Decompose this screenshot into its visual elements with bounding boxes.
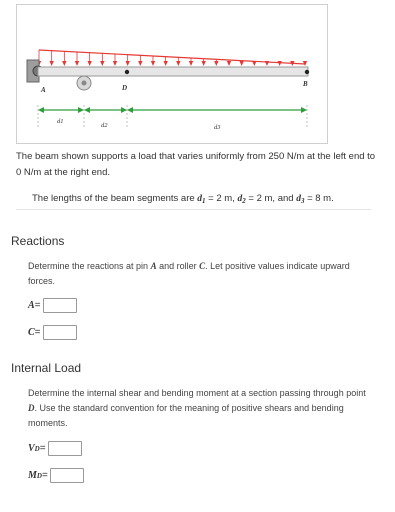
shear-vd-input[interactable]: [48, 441, 82, 456]
roller-c-symbol: C: [199, 261, 206, 271]
moment-md-field: [28, 468, 84, 483]
point-d-symbol: D: [28, 403, 35, 413]
dim-arrow-d3-left: [127, 107, 133, 113]
d3-subscript: 3: [300, 197, 305, 205]
d3-value: = 8 m.: [304, 193, 334, 204]
roller-c-hub: [82, 81, 87, 86]
reaction-c-field: [28, 325, 77, 340]
point-b: [305, 70, 309, 74]
load-arrow-head: [176, 61, 180, 66]
reaction-c-input[interactable]: [43, 325, 77, 340]
dim-label-d1: d1: [57, 118, 64, 125]
load-arrow-head: [201, 61, 205, 66]
reactions-instructions: [28, 259, 368, 289]
dim-arrow-d2-left: [84, 107, 90, 113]
load-arrow-head: [113, 61, 117, 66]
load-arrow-head: [227, 61, 231, 66]
divider: [16, 209, 371, 210]
problem-lengths-text: [16, 191, 376, 209]
d1-symbol: d: [197, 194, 203, 204]
reaction-c-eq: =: [34, 327, 41, 338]
reactions-text-c: . Let positive values indicate upward forces.: [28, 261, 350, 286]
d3-symbol: d: [296, 194, 301, 204]
dim-label-d3: d3: [214, 124, 221, 131]
load-arrow-head: [239, 61, 243, 66]
problem-statement: [16, 149, 376, 209]
reactions-text-b: and roller: [156, 261, 200, 271]
reactions-text-a: Determine the reactions at pin: [28, 261, 151, 271]
label-b: B: [303, 80, 308, 88]
internal-text-b: . Use the standard convention for the meaning of positive shears and bending moments.: [28, 403, 344, 428]
beam: [38, 67, 308, 76]
load-arrow-head: [214, 61, 218, 66]
load-top-line: [39, 50, 305, 64]
reaction-a-eq: =: [34, 300, 41, 311]
dim-arrow-d2-right: [121, 107, 127, 113]
beam-figure: [16, 4, 328, 144]
load-arrow-head: [163, 61, 167, 66]
reaction-c-label: C: [28, 327, 35, 338]
d2-subscript: 2: [242, 197, 246, 205]
dim-arrow-d1-left: [38, 107, 44, 113]
shear-vd-eq: =: [39, 443, 46, 454]
load-arrow-head: [87, 61, 91, 66]
dim-arrow-d1-right: [78, 107, 84, 113]
load-arrow-head: [49, 61, 53, 66]
load-arrow-head: [100, 61, 104, 66]
lengths-prefix: The lengths of the beam segments are: [32, 193, 195, 204]
d2-symbol: d: [237, 194, 243, 204]
pin-a-symbol: A: [150, 261, 157, 271]
load-arrow-head: [138, 61, 142, 66]
problem-load-text: The beam shown supports a load that varies uniformly from 250 N/m at the left end to 0 N/m at the right end.: [16, 151, 376, 178]
shear-vd-label: V: [28, 443, 35, 454]
moment-md-input[interactable]: [50, 468, 84, 483]
point-d: [125, 70, 129, 74]
internal-load-instructions: [28, 386, 368, 431]
load-arrow-head: [277, 61, 281, 66]
shear-vd-subscript: D: [34, 444, 40, 453]
reaction-a-field: [28, 298, 77, 313]
dim-label-d2: d2: [101, 122, 108, 129]
load-arrow-head: [75, 61, 79, 66]
reactions-title: Reactions: [11, 234, 65, 248]
label-d: D: [122, 84, 128, 92]
reaction-a-label: A: [28, 300, 35, 311]
internal-text-a: Determine the internal shear and bending moment at a section passing through point: [28, 388, 366, 398]
load-arrow-head: [125, 61, 129, 66]
d2-value: = 2 m, and: [245, 193, 297, 204]
moment-md-subscript: D: [36, 471, 42, 480]
internal-load-title: Internal Load: [11, 361, 82, 375]
beam-diagram: [17, 5, 327, 143]
moment-md-eq: =: [41, 470, 48, 481]
moment-md-label: M: [28, 470, 37, 481]
load-arrow-head: [189, 61, 193, 66]
d1-subscript: 1: [202, 197, 206, 205]
dim-arrow-d3-right: [301, 107, 307, 113]
d1-value: = 2 m,: [205, 193, 238, 204]
dimension-lines: [38, 107, 307, 113]
label-a: A: [41, 86, 46, 94]
load-arrow-head: [62, 61, 66, 66]
reaction-a-input[interactable]: [43, 298, 77, 313]
shear-vd-field: [28, 441, 82, 456]
load-arrow-head: [151, 61, 155, 66]
